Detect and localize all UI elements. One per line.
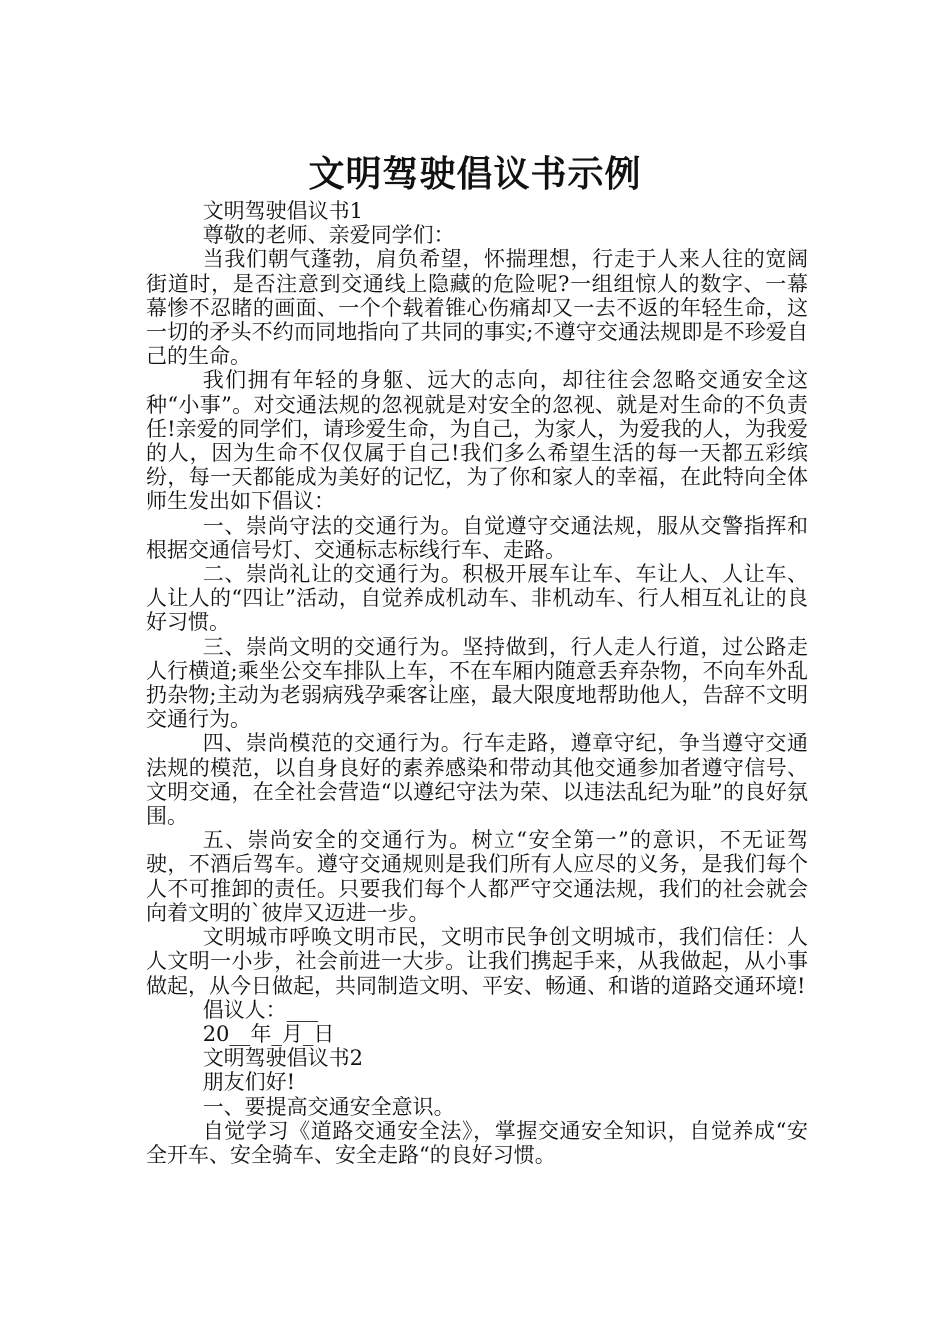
paragraph: 当我们朝气蓬勃，肩负希望，怀揣理想，行走于人来人往的宽阔街道时，是否注意到交通线上隐藏的危险呢?一组组惊人的数字、一幕幕惨不忍睹的画面、一个个载着锥心伤痛却又一去不返的年轻生命，这一切的矛头不约而同地指向了共同的事实;不遵守交通法规即是不珍爱自己的生命。 xyxy=(146,247,808,369)
closing-paragraph: 文明城市呼唤文明市民，文明市民争创文明城市，我们信任：人人文明一小步，社会前进一大步。让我们携起手来，从我做起，从小事做起，从今日做起，共同制造文明、平安、畅通、和谐的道路交通环境! xyxy=(146,925,808,998)
signature-line: 倡议人：___ xyxy=(202,997,319,1022)
proposal-item-5: 五、崇尚安全的交通行为。树立“安全第一”的意识，不无证驾驶，不酒后驾车。遵守交通规则是我们所有人应尽的义务，是我们每个人不可推卸的责任。只要我们每个人都严守交通法规，我们的社会就会向着文明的`彼岸又迈进一步。 xyxy=(146,828,808,925)
greeting: 朋友们好! xyxy=(202,1070,296,1095)
proposal-item-3: 三、崇尚文明的交通行为。坚持做到，行人走人行道，过公路走人行横道;乘坐公交车排队上车，不在车厢内随意丢弃杂物，不向车外乱扔杂物;主动为老弱病残孕乘客让座，最大限度地帮助他人，告辞不文明交通行为。 xyxy=(146,634,808,732)
proposal-item-4: 四、崇尚模范的交通行为。行车走路，遵章守纪，争当遵守交通法规的模范，以自身良好的素养感染和带动其他交通参加者遵守信号、文明交通，在全社会营造“以遵纪守法为荣、以违法乱纪为耻”的良好氛围。 xyxy=(146,731,808,829)
salutation: 尊敬的老师、亲爱同学们： xyxy=(202,223,455,248)
section-heading-2: 文明驾驶倡议书2 xyxy=(202,1046,364,1071)
proposal-item-2: 二、崇尚礼让的交通行为。积极开展车让车、车让人、人让车、人让人的“四让”活动，自觉养成机动车、非机动车、行人相互礼让的良好习惯。 xyxy=(146,562,808,635)
document-body xyxy=(146,199,808,1167)
document-title: 文明驾驶倡议书示例 xyxy=(308,153,642,196)
point-heading-1: 一、要提高交通安全意识。 xyxy=(202,1094,455,1119)
paragraph: 自觉学习《道路交通安全法》，掌握交通安全知识，自觉养成“安全开车、安全骑车、安全走路“的良好习惯。 xyxy=(146,1118,808,1167)
paragraph: 我们拥有年轻的身躯、远大的志向，却往往会忽略交通安全这种“小事”。对交通法规的忽视就是对安全的忽视、就是对生命的不负责任!亲爱的同学们，请珍爱生命，为自己，为家人，为爱我的人，为我爱的人，因为生命不仅仅属于自己!我们多么希望生活的每一天都五彩缤纷，每一天都能成为美好的记忆，为了你和家人的幸福，在此特向全体师生发出如下倡议： xyxy=(146,368,808,514)
proposal-item-1: 一、崇尚守法的交通行为。自觉遵守交通法规，服从交警指挥和根据交通信号灯、交通标志标线行车、走路。 xyxy=(146,513,808,562)
section-heading-1: 文明驾驶倡议书1 xyxy=(202,199,364,223)
date-line: 20__年_月_日 xyxy=(202,1021,335,1046)
